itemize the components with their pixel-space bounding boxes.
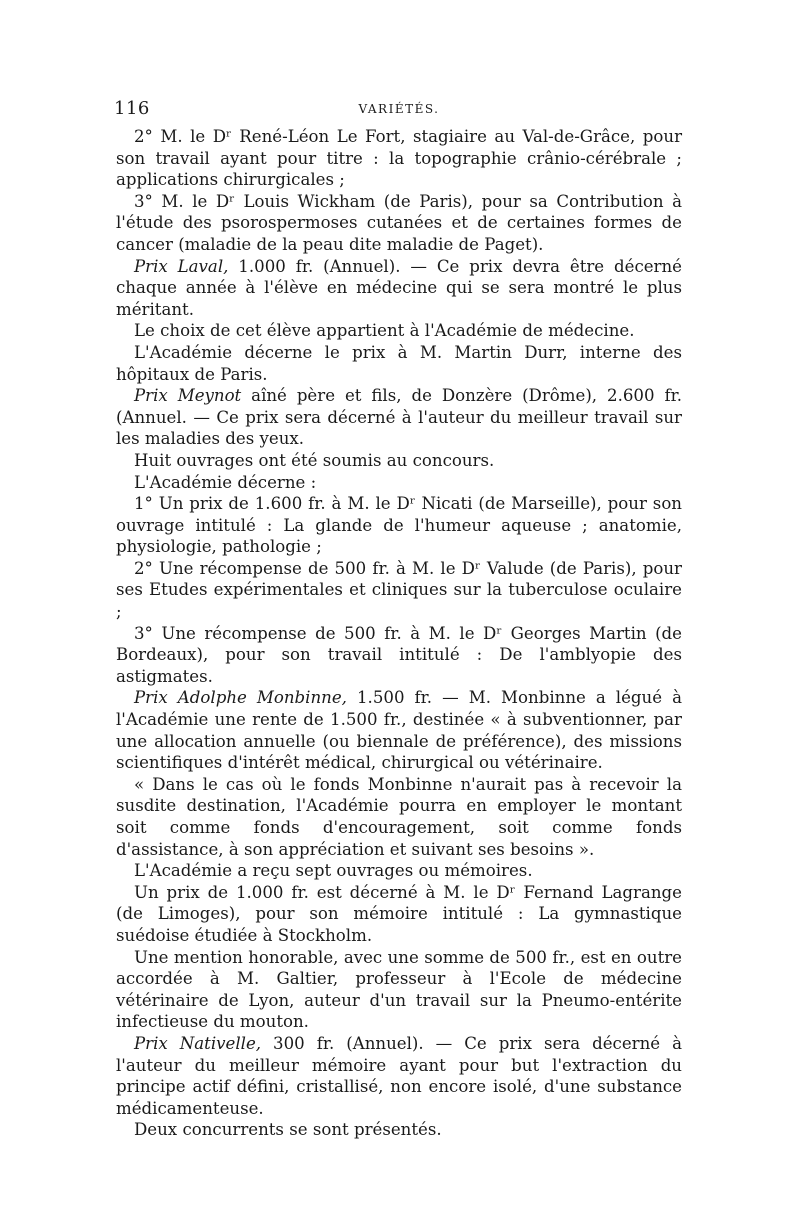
paragraph: Prix Laval, 1.000 fr. (Annuel). — Ce prix devra être décerné chaque année à l'élève en médecine qui se sera montré le plus méritant. [116,256,682,319]
prize-name: Prix Adolphe Monbinne, [134,688,347,708]
paragraph: 3° M. le Dʳ Louis Wickham (de Paris), pour sa Contribution à l'étude des psorospermoses cutanées et de certaines formes de cancer (maladie de la peau dite maladie de Paget). [116,191,682,254]
paragraph: 2° M. le Dʳ René-Léon Le Fort, stagiaire au Val-de-Grâce, pour son travail ayant pour titre : la topographie crânio-cérébrale ; applications chirurgicales ; [116,127,682,190]
paragraph: Prix Meynot aîné père et fils, de Donzère (Drôme), 2.600 fr. (Annuel. — Ce prix sera décerné à l'auteur du meilleur travail sur les maladies des yeux. [116,386,682,449]
paragraph: Prix Adolphe Monbinne, 1.500 fr. — M. Monbinne a légué à l'Académie une rente de 1.500 fr., destinée « à subventionner, par une allocation annuelle (ou biennale de préférence), des missions scientifiques d'intérêt médical, chirurgical ou vétérinaire. [116,688,682,773]
paragraph: 3° Une récompense de 500 fr. à M. le Dʳ Georges Martin (de Bordeaux), pour son travail intitulé : De l'amblyopie des astigmates. [116,623,682,686]
paragraph: L'Académie décerne le prix à M. Martin Durr, interne des hôpitaux de Paris. [116,342,682,384]
prize-name: Prix Laval, [134,256,229,276]
paragraph: « Dans le cas où le fonds Monbinne n'aurait pas à recevoir la susdite destination, l'Académie pourra en employer le montant soit comme fonds d'encouragement, soit comme fonds d'assistance, à son appréciation et suivant ses besoins ». [116,774,682,859]
paragraph: L'Académie a reçu sept ouvrages ou mémoires. [134,861,533,881]
paragraph: Deux concurrents se sont présentés. [134,1120,442,1140]
paragraph: Une mention honorable, avec une somme de 500 fr., est en outre accordée à M. Galtier, professeur à l'Ecole de médecine vétérinaire de Lyon, auteur d'un travail sur la Pneumo-entérite infectieuse du mouton. [116,947,682,1032]
paragraph: Huit ouvrages ont été soumis au concours. [134,450,495,470]
body-text [116,126,682,1141]
paragraph: 2° Une récompense de 500 fr. à M. le Dʳ Valude (de Paris), pour ses Etudes expérimentales et cliniques sur la tuberculose oculaire ; [116,558,682,622]
paragraph: Un prix de 1.000 fr. est décerné à M. le Dʳ Fernand Lagrange (de Limoges), pour son mémoire intitulé : La gymnastique suédoise étudiée à Stockholm. [116,882,682,945]
page-number: 116 [114,98,150,119]
paragraph: L'Académie décerne : [134,472,317,492]
paragraph: 1° Un prix de 1.600 fr. à M. le Dʳ Nicati (de Marseille), pour son ouvrage intitulé : La glande de l'humeur aqueuse ; anatomie, physiologie, pathologie ; [116,494,682,557]
prize-name: Prix Nativelle, [134,1033,262,1053]
paragraph: Prix Nativelle, 300 fr. (Annuel). — Ce prix sera décerné à l'auteur du meilleur mémoire ayant pour but l'extraction du principe actif défini, cristallisé, non encore isolé, d'une substance médicamenteuse. [116,1033,682,1118]
prize-name: Prix Meynot [134,386,242,406]
running-title: VARIÉTÉS. [358,102,440,116]
page-header [114,98,684,122]
paragraph: Le choix de cet élève appartient à l'Académie de médecine. [134,321,635,341]
